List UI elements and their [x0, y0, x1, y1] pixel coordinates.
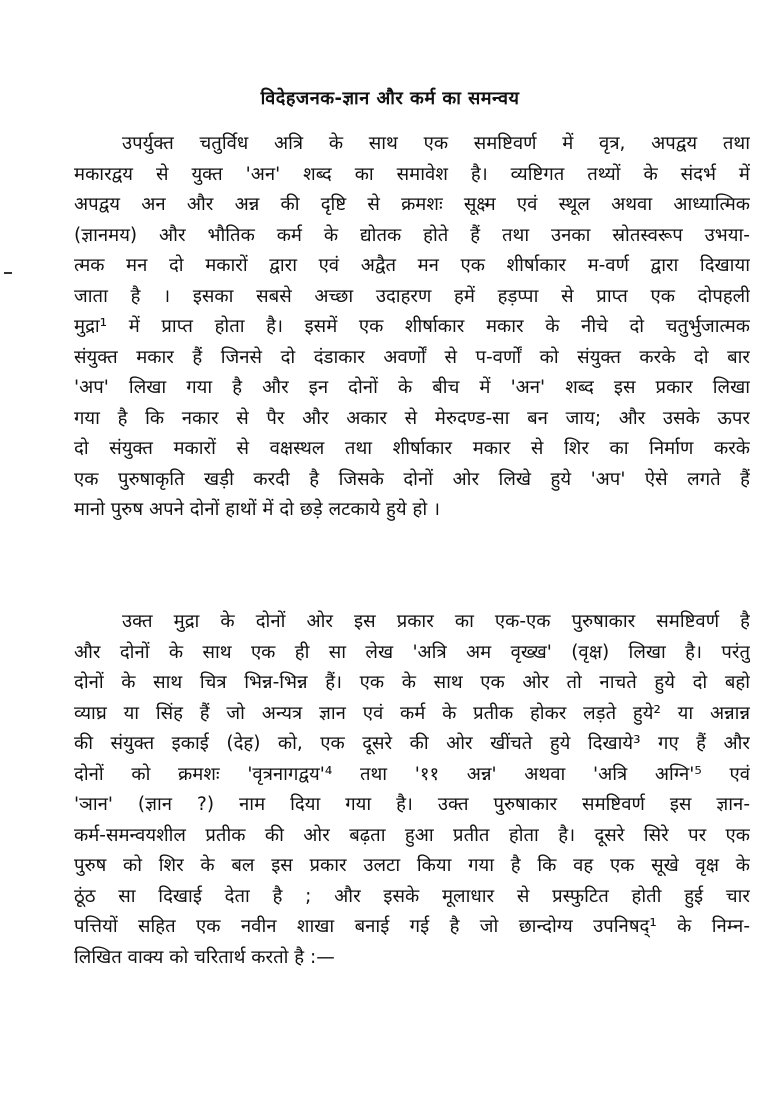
text-line: दोनों को क्रमशः 'वृत्रनागद्वय'⁴ तथा '११ अन्न' अथवा 'अत्रि अग्नि'⁵ एवं	[74, 763, 750, 785]
text-line: संयुक्त मकार हैं जिनसे दो दंडाकार अवर्णों से प-वर्णों को संयुक्त करके दो बार	[74, 346, 750, 368]
text-line: 'ञान' (ज्ञान ?) नाम दिया गया है। उक्त पुरुषाकार समष्टिवर्ण इस ज्ञान-	[74, 794, 750, 815]
text-line: मकारद्वय से युक्त 'अन' शब्द का समावेश है। व्यष्टिगत तथ्यों के संदर्भ में	[74, 163, 750, 185]
text-line: कर्म-समन्वयशील प्रतीक की ओर बढ़ता हुआ प्रतीत होता है। दूसरे सिरे पर एक	[74, 824, 750, 846]
text-line: मुद्रा¹ में प्राप्त होता है। इसमें एक शीर्षाकार मकार के नीचे दो चतुर्भुजात्मक	[74, 316, 750, 337]
text-line: की संयुक्त इकाई (देह) को, एक दूसरे की ओर खींचते हुये दिखाये³ गए हैं और	[74, 733, 750, 754]
paragraph-2	[74, 607, 750, 973]
text-line: जाता है । इसका सबसे अच्छा उदाहरण हमें हड़प्पा से प्राप्त एक दोपहली	[74, 285, 750, 307]
page-title: विदेहजनक-ज्ञान और कर्म का समन्वय	[260, 88, 520, 109]
text-line: लिखित वाक्य को चरितार्थ करतो है :—	[74, 946, 335, 968]
text-line: और दोनों के साथ एक ही सा लेख 'अत्रि अम वृख्ख' (वृक्ष) लिखा है। परंतु	[74, 641, 750, 663]
text-line: एक पुरुषाकृति खड़ी करदी है जिसके दोनों ओर लिखे हुये 'अप' ऐसे लगते हैं	[74, 468, 750, 490]
text-line: गया है कि नकार से पैर और अकार से मेरुदण्ड-सा बन जाय; और उसके ऊपर	[74, 407, 750, 429]
text-line: पुरुष को शिर के बल इस प्रकार उलटा किया गया है कि वह एक सूखे वृक्ष के	[74, 855, 750, 876]
text-line: त्मक मन दो मकारों द्वारा एवं अद्वैत मन एक शीर्षाकार म-वर्ण द्वारा दिखाया	[74, 255, 750, 276]
text-line: ठूंठ सा दिखाई देता है ; और इसके मूलाधार से प्रस्फुटित होती हुई चार	[74, 885, 750, 907]
paragraph-1	[74, 129, 750, 526]
text-line: व्याघ्र या सिंह हैं जो अन्यत्र ज्ञान एवं कर्म के प्रतीक होकर लड़ते हुये² या अन्नान्न	[74, 702, 750, 724]
text-line: अपद्वय अन और अन्न की दृष्टि से क्रमशः सूक्ष्म एवं स्थूल अथवा आध्यात्मिक	[74, 194, 750, 215]
text-line: उपर्युक्त चतुर्विध अत्रि के साथ एक समष्टिवर्ण में वृत्र, अपद्वय तथा	[122, 133, 750, 154]
text-line: दो संयुक्त मकारों से वक्षस्थल तथा शीर्षाकार मकार से शिर का निर्माण करके	[74, 438, 750, 459]
margin-mark	[4, 272, 12, 274]
text-line: मानो पुरुष अपने दोनों हाथों में दो छड़े लटकाये हुये हो ।	[74, 499, 440, 520]
text-line: दोनों के साथ चित्र भिन्न-भिन्न हैं। एक के साथ एक ओर तो नाचते हुये दो बहो	[74, 672, 750, 693]
text-line: उक्त मुद्रा के दोनों ओर इस प्रकार का एक-एक पुरुषाकार समष्टिवर्ण है	[122, 611, 750, 632]
text-line: (ज्ञानमय) और भौतिक कर्म के द्योतक होते हैं तथा उनका स्रोतस्वरूप उभया-	[74, 224, 750, 246]
text-line: 'अप' लिखा गया है और इन दोनों के बीच में 'अन' शब्द इस प्रकार लिखा	[74, 377, 750, 398]
text-line: पत्तियों सहित एक नवीन शाखा बनाई गई है जो छान्दोग्य उपनिषद्¹ के निम्न-	[74, 916, 750, 937]
